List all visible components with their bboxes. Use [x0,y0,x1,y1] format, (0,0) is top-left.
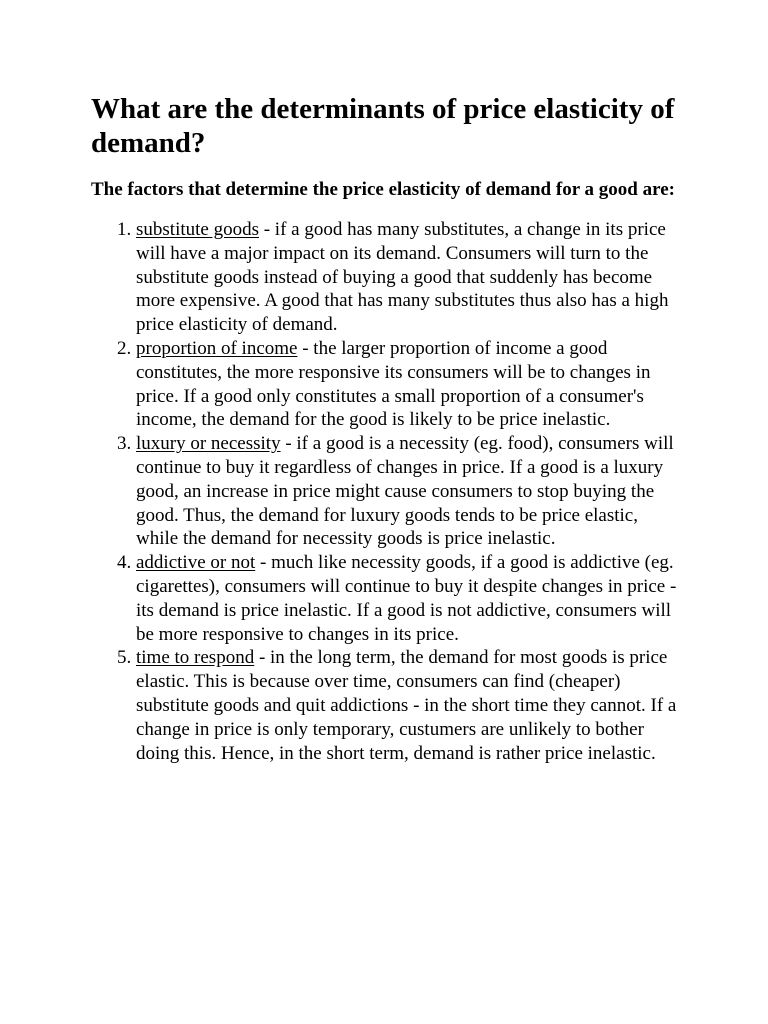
document-title: What are the determinants of price elasticity of demand? [91,93,675,159]
list-item-proportion-of-income [136,337,681,432]
item-description: - much like necessity goods, if a good is addictive (eg. cigarettes), consumers will continue to buy it despite changes in price - its demand is price inelastic. If a good is not addictive, consumers will be more responsive to changes in its price. [136,552,677,645]
item-description: - if a good has many substitutes, a change in its price will have a major impact on its demand. Consumers will turn to the substitute goods instead of buying a good that suddenly has become more expensive. A good that has many substitutes thus also has a high price elasticity of demand. [136,219,669,336]
term-luxury-or-necessity: luxury or necessity [136,433,281,455]
document-page [91,92,681,765]
item-description: - if a good is a necessity (eg. food), consumers will continue to buy it regardless of changes in price. If a good is a luxury good, an increase in price might cause consumers to stop buying the good. Thus, the demand for luxury goods tends to be price elastic, while the demand for necessity goods is price inelastic. [136,433,674,550]
term-time-to-respond: time to respond [136,647,255,669]
determinants-list [91,218,681,765]
term-addictive-or-not: addictive or not [136,552,256,574]
list-item-substitute-goods [136,218,681,337]
document-subtitle: The factors that determine the price elasticity of demand for a good are: [91,179,675,200]
list-item-time-to-respond [136,646,681,765]
item-description: - in the long term, the demand for most goods is price elastic. This is because over time, consumers can find (cheaper) substitute goods and quit addictions - in the short time they cannot. If a change in price is only temporary, custumers are unlikely to bother doing this. Hence, in the short term, demand is rather price inelastic. [136,647,677,764]
list-item-luxury-or-necessity [136,432,681,551]
item-description: - the larger proportion of income a good constitutes, the more responsive its consumers will be to changes in price. If a good only constitutes a small proportion of a consumer's income, the demand for the good is likely to be price inelastic. [136,337,651,431]
term-proportion-of-income: proportion of income [136,337,298,359]
term-substitute-goods: substitute goods [136,219,259,240]
list-item-addictive-or-not [136,551,681,646]
